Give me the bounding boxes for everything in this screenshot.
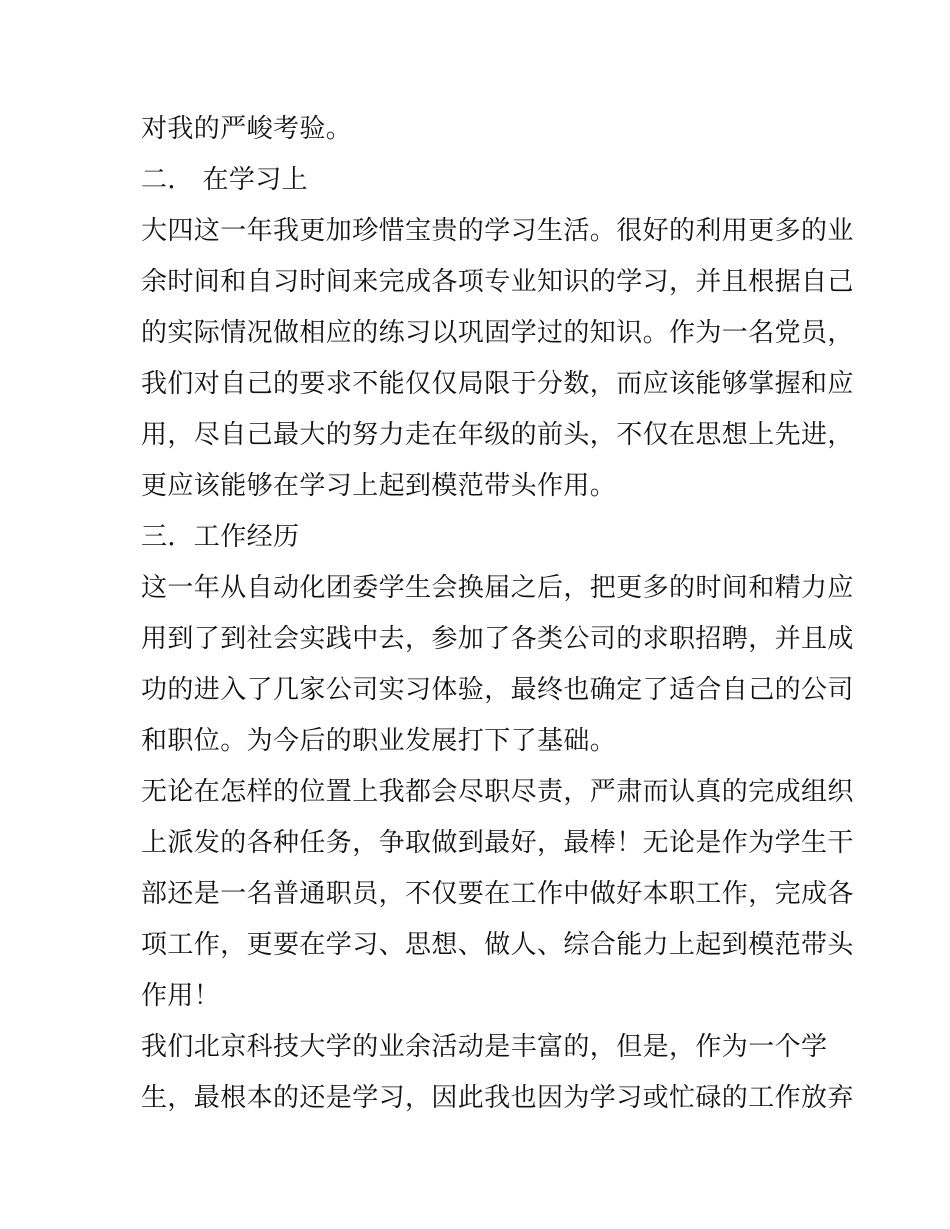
text-line: 用，尽自己最大的努力走在年级的前头，不仅在思想上先进， — [141, 420, 854, 450]
text-line: 这一年从自动化团委学生会换届之后，把更多的时间和精力应 — [141, 573, 854, 603]
text-line: 部还是一名普通职员，不仅要在工作中做好本职工作，完成各 — [141, 879, 854, 909]
text-line: 作用！ — [141, 981, 221, 1011]
text-line: 对我的严峻考验。 — [141, 114, 353, 144]
text-line: 我们北京科技大学的业余活动是丰富的，但是，作为一个学 — [141, 1032, 828, 1062]
text-line: 上派发的各种任务，争取做到最好，最棒！无论是作为学生干 — [141, 828, 854, 858]
text-line: 我们对自己的要求不能仅仅局限于分数，而应该能够掌握和应 — [141, 369, 854, 399]
section-heading: 三．工作经历 — [141, 522, 300, 552]
text-line: 无论在怎样的位置上我都会尽职尽责，严肃而认真的完成组织 — [141, 777, 854, 807]
text-line: 大四这一年我更加珍惜宝贵的学习生活。很好的利用更多的业 — [141, 216, 854, 246]
text-line: 和职位。为今后的职业发展打下了基础。 — [141, 726, 617, 756]
text-line: 项工作，更要在学习、思想、做人、综合能力上起到模范带头 — [141, 930, 854, 960]
text-line: 的实际情况做相应的练习以巩固学过的知识。作为一名党员， — [141, 318, 854, 348]
text-line: 更应该能够在学习上起到模范带头作用。 — [141, 471, 617, 501]
text-line: 功的进入了几家公司实习体验，最终也确定了适合自己的公司 — [141, 675, 854, 705]
section-heading: 二． 在学习上 — [141, 165, 309, 195]
text-line: 生，最根本的还是学习，因此我也因为学习或忙碌的工作放弃 — [141, 1083, 854, 1113]
text-line: 用到了到社会实践中去，参加了各类公司的求职招聘，并且成 — [141, 624, 854, 654]
text-line: 余时间和自习时间来完成各项专业知识的学习，并且根据自己 — [141, 267, 854, 297]
